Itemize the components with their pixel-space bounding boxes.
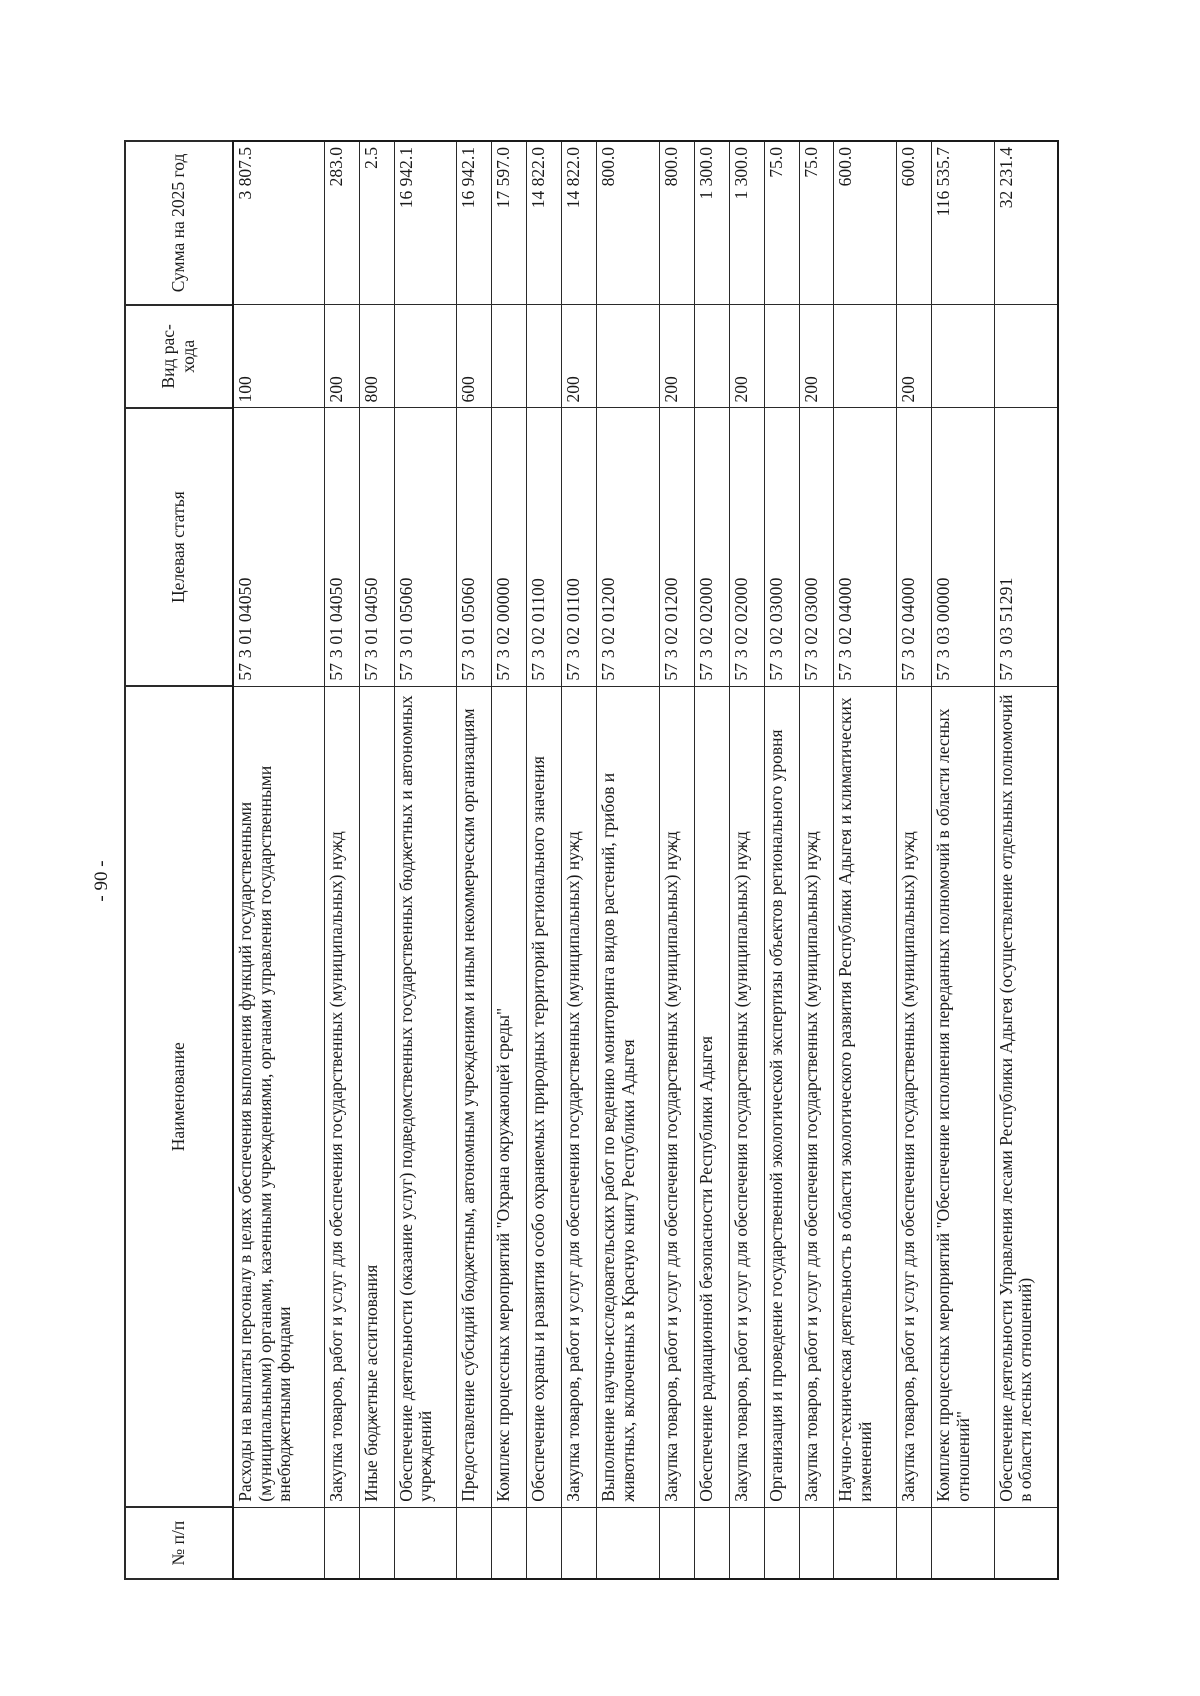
cell-name: Обеспечение деятельности Управления лесами Республики Адыгея (осуществление отдельных полномочий в области лесных отношений) <box>994 686 1058 1507</box>
table-row <box>694 141 729 1579</box>
table-row <box>834 141 897 1579</box>
cell-num <box>764 1507 799 1579</box>
cell-name: Расходы на выплаты персоналу в целях обеспечения выполнения функций государственными (муниципальными) органами, казенными учреждениями, органами управления государственными внебюджетными фондами <box>233 686 324 1507</box>
cell-vid: 200 <box>799 305 834 408</box>
cell-vid <box>394 305 457 408</box>
cell-code: 57 3 02 03000 <box>764 408 799 686</box>
table-row <box>394 141 457 1579</box>
cell-code: 57 3 01 05060 <box>457 408 492 686</box>
cell-name: Научно-техническая деятельность в области экологического развития Республики Адыгея и климатических изменений <box>834 686 897 1507</box>
table-row <box>897 141 932 1579</box>
cell-sum: 116 535.7 <box>932 141 995 305</box>
table-row <box>359 141 394 1579</box>
cell-code: 57 3 01 04050 <box>359 408 394 686</box>
table-header-row <box>125 141 233 1579</box>
cell-code: 57 3 01 04050 <box>233 408 324 686</box>
cell-sum: 17 597.0 <box>492 141 527 305</box>
cell-vid <box>527 305 562 408</box>
cell-sum: 1 300.0 <box>694 141 729 305</box>
cell-sum: 3 807.5 <box>233 141 324 305</box>
table-row <box>562 141 597 1579</box>
cell-code: 57 3 02 04000 <box>834 408 897 686</box>
budget-table <box>124 140 1059 1580</box>
cell-code: 57 3 02 01200 <box>659 408 694 686</box>
cell-vid: 200 <box>562 305 597 408</box>
cell-name: Обеспечение охраны и развития особо охраняемых природных территорий регионального значения <box>527 686 562 1507</box>
cell-name: Организация и проведение государственной экологической экспертизы объектов регионального уровня <box>764 686 799 1507</box>
table-row <box>492 141 527 1579</box>
cell-name: Закупка товаров, работ и услуг для обеспечения государственных (муниципальных) нужд <box>729 686 764 1507</box>
cell-name: Обеспечение деятельности (оказание услуг) подведомственных государственных бюджетных и автономных учреждений <box>394 686 457 1507</box>
cell-num <box>394 1507 457 1579</box>
cell-num <box>659 1507 694 1579</box>
cell-code: 57 3 01 04050 <box>324 408 359 686</box>
rotated-table-container <box>124 140 1059 1580</box>
cell-name: Комплекс процессных мероприятий "Обеспечение исполнения переданных полномочий в области лесных отношений" <box>932 686 995 1507</box>
cell-vid: 200 <box>659 305 694 408</box>
cell-code: 57 3 02 02000 <box>729 408 764 686</box>
cell-sum: 14 822.0 <box>562 141 597 305</box>
header-num: № п/п <box>125 1507 233 1579</box>
cell-num <box>359 1507 394 1579</box>
header-sum: Сумма на 2025 год <box>125 141 233 305</box>
cell-sum: 800.0 <box>597 141 660 305</box>
header-vid: Вид рас- хода <box>125 305 233 408</box>
cell-vid <box>694 305 729 408</box>
table-row <box>233 141 324 1579</box>
table-row <box>994 141 1058 1579</box>
cell-name: Закупка товаров, работ и услуг для обеспечения государственных (муниципальных) нужд <box>799 686 834 1507</box>
cell-sum: 75.0 <box>764 141 799 305</box>
cell-num <box>562 1507 597 1579</box>
table-row <box>799 141 834 1579</box>
cell-name: Закупка товаров, работ и услуг для обеспечения государственных (муниципальных) нужд <box>897 686 932 1507</box>
table-row <box>764 141 799 1579</box>
cell-num <box>729 1507 764 1579</box>
cell-code: 57 3 02 01100 <box>527 408 562 686</box>
table-row <box>324 141 359 1579</box>
cell-code: 57 3 01 05060 <box>394 408 457 686</box>
cell-num <box>492 1507 527 1579</box>
cell-name: Закупка товаров, работ и услуг для обеспечения государственных (муниципальных) нужд <box>562 686 597 1507</box>
cell-num <box>457 1507 492 1579</box>
cell-num <box>233 1507 324 1579</box>
cell-num <box>799 1507 834 1579</box>
cell-sum: 600.0 <box>834 141 897 305</box>
table-row <box>527 141 562 1579</box>
cell-vid <box>834 305 897 408</box>
cell-num <box>932 1507 995 1579</box>
cell-code: 57 3 03 51291 <box>994 408 1058 686</box>
table-row <box>457 141 492 1579</box>
cell-sum: 2.5 <box>359 141 394 305</box>
cell-vid: 200 <box>324 305 359 408</box>
cell-num <box>597 1507 660 1579</box>
cell-name: Иные бюджетные ассигнования <box>359 686 394 1507</box>
cell-vid: 200 <box>897 305 932 408</box>
cell-vid <box>764 305 799 408</box>
cell-sum: 16 942.1 <box>394 141 457 305</box>
cell-sum: 600.0 <box>897 141 932 305</box>
cell-num <box>694 1507 729 1579</box>
cell-sum: 32 231.4 <box>994 141 1058 305</box>
cell-sum: 800.0 <box>659 141 694 305</box>
cell-vid <box>994 305 1058 408</box>
cell-name: Предоставление субсидий бюджетным, автономным учреждениям и иным некоммерческим организациям <box>457 686 492 1507</box>
cell-sum: 14 822.0 <box>527 141 562 305</box>
table-row <box>932 141 995 1579</box>
cell-vid <box>492 305 527 408</box>
cell-name: Обеспечение радиационной безопасности Республики Адыгея <box>694 686 729 1507</box>
cell-vid <box>597 305 660 408</box>
header-name: Наименование <box>125 686 233 1507</box>
cell-name: Выполнение научно-исследовательских работ по ведению мониторинга видов растений, грибов и животных, включенных в Красную книгу Республики Адыгея <box>597 686 660 1507</box>
cell-vid: 800 <box>359 305 394 408</box>
cell-num <box>994 1507 1058 1579</box>
cell-num <box>324 1507 359 1579</box>
cell-num <box>834 1507 897 1579</box>
cell-code: 57 3 03 00000 <box>932 408 995 686</box>
cell-code: 57 3 02 04000 <box>897 408 932 686</box>
page-number: - 90 - <box>91 860 112 902</box>
table-row <box>597 141 660 1579</box>
cell-num <box>897 1507 932 1579</box>
cell-vid: 200 <box>729 305 764 408</box>
cell-name: Закупка товаров, работ и услуг для обеспечения государственных (муниципальных) нужд <box>659 686 694 1507</box>
cell-sum: 16 942.1 <box>457 141 492 305</box>
header-code: Целевая статья <box>125 408 233 686</box>
cell-vid <box>932 305 995 408</box>
cell-code: 57 3 02 01200 <box>597 408 660 686</box>
cell-code: 57 3 02 01100 <box>562 408 597 686</box>
table-body <box>233 141 1058 1579</box>
cell-vid: 600 <box>457 305 492 408</box>
cell-vid: 100 <box>233 305 324 408</box>
table-row <box>659 141 694 1579</box>
cell-sum: 283.0 <box>324 141 359 305</box>
cell-sum: 1 300.0 <box>729 141 764 305</box>
cell-num <box>527 1507 562 1579</box>
table-row <box>729 141 764 1579</box>
cell-code: 57 3 02 02000 <box>694 408 729 686</box>
cell-sum: 75.0 <box>799 141 834 305</box>
cell-code: 57 3 02 03000 <box>799 408 834 686</box>
cell-name: Комплекс процессных мероприятий "Охрана окружающей среды" <box>492 686 527 1507</box>
cell-name: Закупка товаров, работ и услуг для обеспечения государственных (муниципальных) нужд <box>324 686 359 1507</box>
cell-code: 57 3 02 00000 <box>492 408 527 686</box>
